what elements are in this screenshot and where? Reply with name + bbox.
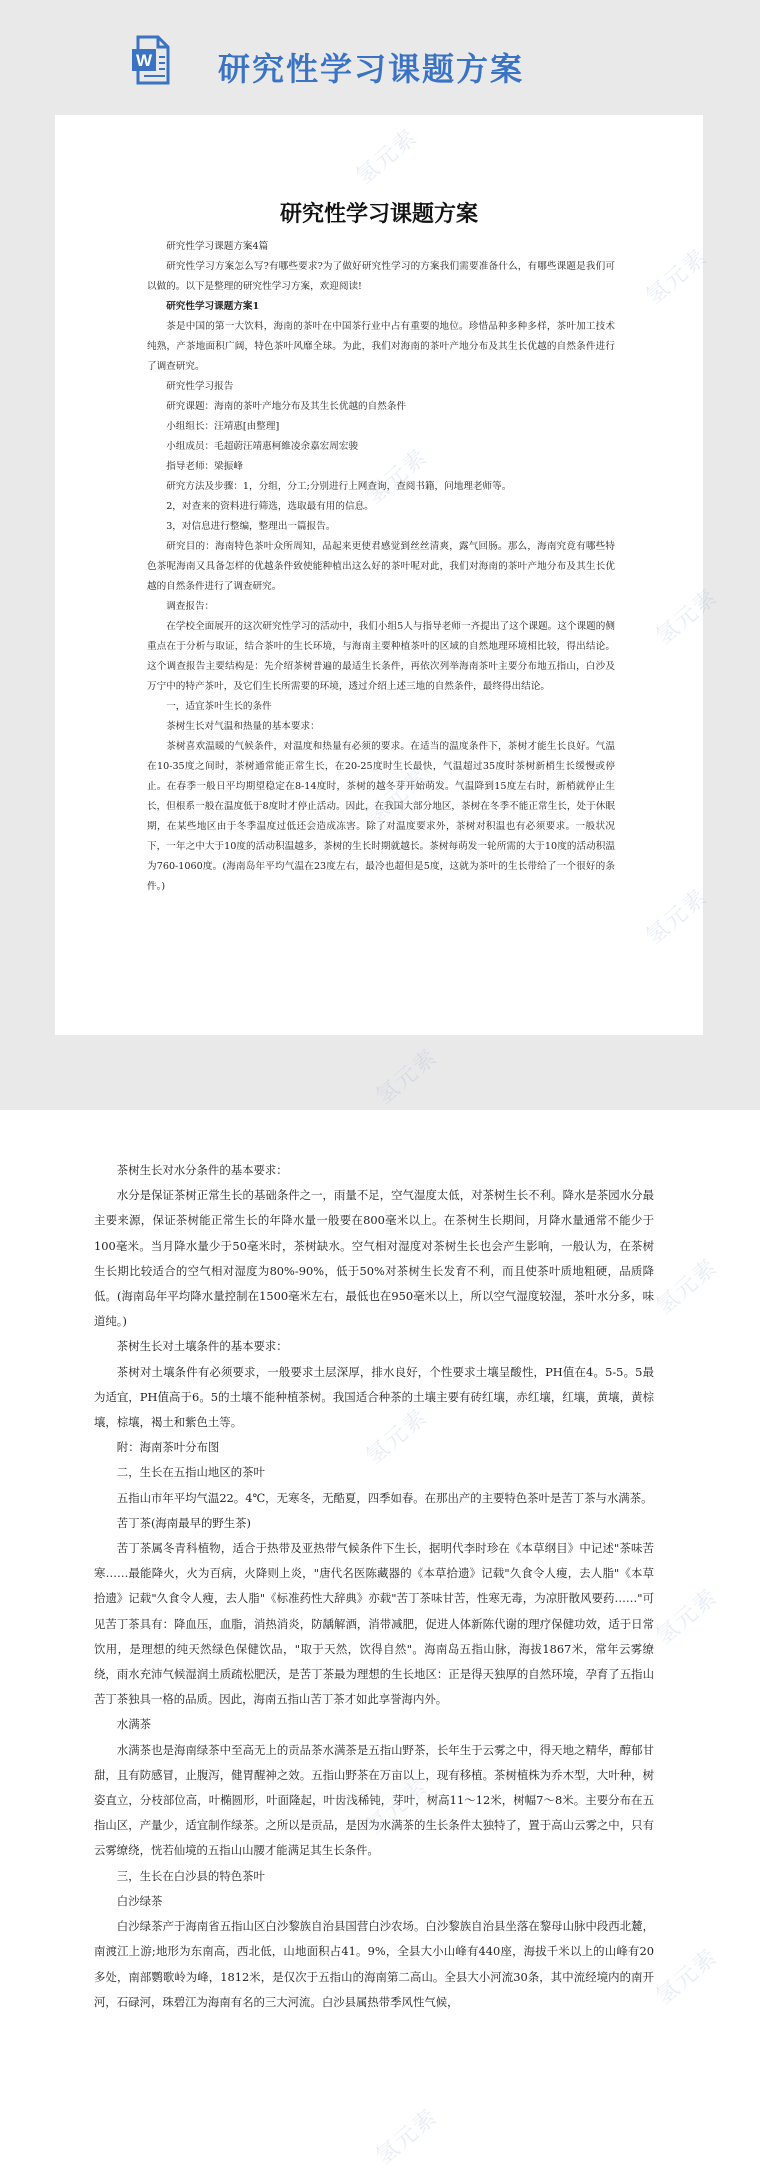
paragraph: 水满茶也是海南绿茶中至高无上的贡品茶水满茶是五指山野茶，长年生于云雾之中，得天地之精华，醇郁甘甜，且有防感冒，止腹泻，健胃醒神之效。五指山野茶在万亩以上，现有移植。茶树植株为乔木型，大叶种，树姿直立，分枝部位高，叶椭圆形，叶面隆起，叶齿浅稀钝，芽叶，树高11～12米，树幅7～8米。主要分布在五指山区，产量少，适宜制作绿茶。之所以是贡品，是因为水满茶的生长条件太独特了，置于高山云雾之中，只有云雾缭绕，恍若仙境的五指山山腰才能满足其生长条件。 — [94, 1742, 654, 1858]
paragraph: 苦丁茶属冬青科植物，适合于热带及亚热带气候条件下生长，据明代李时珍在《本草纲目》中记述"茶味苦寒……最能降火，火为百病，火降则上炎，"唐代名医陈藏器的《本草拾遗》记载"久食令人瘦，去人脂"《本草拾遗》记载"久食令人瘦，去人脂"《标准药性大辞典》亦载"苦丁茶味甘苦，性寒无毒，为凉肝散风要药……"可见苦丁茶具有：降血压，血脂，消热消炎，防龋解酒，消带减肥，促进人体新陈代谢的理疗保健功效，适于日常饮用，是理想的纯天然绿色保健饮品，"取于天然，饮得自然"。海南岛五指山脉，海拔1867米，常年云雾缭绕，雨水充沛气候湿润土质疏松肥沃，是苦丁茶最为理想的生长地区：正是得天独厚的自然环境，孕育了五指山苦丁茶独具一格的品质。因此，海南五指山苦丁茶才如此享誉海内外。 — [94, 1541, 654, 1707]
paragraph: 白沙绿茶 — [116, 1893, 163, 1908]
paragraph: 研究性学习课题方案1 — [166, 301, 260, 312]
paragraph: 水分是保证茶树正常生长的基础条件之一，雨量不足，空气湿度太低，对茶树生长不利。降水是茶园水分最主要来源，保证茶树能正常生长的年降水量一般要在800毫米以上。在茶树生长期间，月降水量通常不能少于100毫米。当月降水量少于50毫米时，茶树缺水。空气相对湿度对茶树生长也会产生影响，一般认为，在茶树生长期比较适合的空气相对湿度为80%-90%，低于50%对茶树生长发育不利，而且使茶叶质地粗硬，品质降低。(海南岛年平均降水量控制在1500毫米左右，最低也在950毫米以上，所以空气湿度较湿，茶叶水分多，味道纯。) — [94, 1188, 654, 1329]
paragraph: 指导老师：梁振峰 — [166, 461, 243, 472]
paragraph: 研究目的：海南特色茶叶众所周知，品起来更使君感觉到丝丝清爽，露气回肠。那么，海南究竟有哪些特色茶呢海南又具备怎样的优越条件致使能种植出这么好的茶叶呢对此，我们对海南的茶叶产地分布及其生长优越的自然条件进行了调查研究。 — [147, 541, 615, 592]
paragraph: 茶是中国的第一大饮料，海南的茶叶在中国茶行业中占有重要的地位。珍惜品种多种多样，茶叶加工技术纯熟，产茶地面积广阔，特色茶叶风靡全球。为此，我们对海南的茶叶产地分布及其生长优越的自然条件进行了调查研究。 — [147, 321, 615, 372]
paragraph: 白沙绿茶产于海南省五指山区白沙黎族自治县国营白沙农场。白沙黎族自治县坐落在黎母山脉中段西北麓，南渡江上游;地形为东南高，西北低，山地面积占41。9%，全县大小山峰有440座，海拔千米以上的山峰有20多处，南部鹦歌岭为峰，1812米，是仅次于五指山的海南第二高山。全县大小河流30条，其中流经境内的南开河，石碌河，珠碧江为海南有名的三大河流。白沙县属热带季风性气候， — [94, 1919, 654, 2009]
paragraph: 3，对信息进行整编，整理出一篇报告。 — [166, 521, 336, 532]
paragraph: 附：海南茶叶分布图 — [116, 1440, 220, 1455]
paragraph: 茶树喜欢温暖的气候条件，对温度和热量有必须的要求。在适当的温度条件下，茶树才能生长良好。气温在10-35度之间时，茶树通常能正常生长，在20-25度时生长最快，气温超过35度时茶树新梢生长缓慢或停止。在春季一般日平均期望稳定在8-14度时，茶树的越冬芽开始萌发。气温降到15度左右时，新梢就停止生长，但根系一般在温度低于8度时才停止活动。因此，在我国大部分地区，茶树在冬季不能正常生长，处于休眠期，在某些地区由于冬季温度过低还会造成冻害。除了对温度要求外，茶树对积温也有必须要求。一般状况下，一年之中大于10度的活动积温越多，茶树的生长时期就越长。茶树每萌发一轮所需的大于10度的活动积温为760-1060度。(海南岛年平均气温在23度左右，最冷也超但是5度，这就为茶叶的生长带给了一个很好的条件。) — [147, 741, 615, 892]
page-2-body — [94, 1158, 654, 2015]
paragraph: 水满茶 — [116, 1717, 151, 1732]
paragraph: 三，生长在白沙县的特色茶叶 — [116, 1868, 265, 1883]
word-document-icon — [132, 35, 170, 85]
paragraph: 在学校全面展开的这次研究性学习的活动中，我们小组5人与指导老师一齐提出了这个课题。这个课题的侧重点在于分析与取证，结合茶叶的生长环境，与海南主要种植茶叶的区域的自然地理环境相比较，得出结论。这个调查报告主要结构是：先介绍茶树普遍的最适生长条件，再依次列举海南茶叶主要分布地五指山，白沙及万宁中的特产茶叶，及它们生长所需要的环境，透过介绍上述三地的自然条件，最终得出结论。 — [147, 621, 615, 692]
document-title: 研究性学习课题方案 — [279, 201, 478, 227]
paragraph: 2，对查来的资料进行筛选，选取最有用的信息。 — [166, 501, 374, 512]
svg-text:W: W — [135, 51, 153, 70]
document-page-1 — [55, 115, 703, 1035]
paragraph: 茶树生长对气温和热量的基本要求： — [166, 721, 320, 732]
paragraph: 调查报告： — [166, 601, 215, 612]
paragraph: 研究性学习报告 — [166, 381, 234, 392]
paragraph: 茶树对土壤条件有必须要求，一般要求土层深厚，排水良好，个性要求土壤呈酸性，PH值在4。5-5。5最为适宜，PH值高于6。5的土壤不能种植茶树。我国适合种茶的土壤主要有砖红壤，赤红壤，红壤，黄壤，黄棕壤，棕壤，褐土和紫色土等。 — [94, 1364, 654, 1430]
paragraph: 小组组长：汪靖惠[由整理] — [166, 421, 280, 432]
paragraph: 研究课题：海南的茶叶产地分布及其生长优越的自然条件 — [166, 401, 407, 412]
paragraph: 茶树生长对水分条件的基本要求： — [116, 1163, 288, 1177]
header-banner — [0, 0, 760, 118]
paragraph: 二，生长在五指山地区的茶叶 — [116, 1465, 265, 1480]
banner-title: 研究性学习课题方案 — [218, 50, 525, 88]
paragraph: 茶树生长对土壤条件的基本要求： — [116, 1339, 288, 1354]
paragraph: 小组成员：毛超蔚汪靖惠柯維凌余嘉宏周宏骏 — [166, 441, 359, 452]
paragraph: 苦丁茶(海南最早的野生茶) — [116, 1515, 251, 1530]
document-page-2 — [55, 1110, 703, 2178]
paragraph: 五指山市年平均气温22。4℃，无寒冬，无酷夏，四季如春。在那出产的主要特色茶叶是苦丁茶与水满茶。 — [116, 1490, 653, 1505]
paragraph: 研究性学习课题方案4篇 — [166, 241, 269, 252]
paragraph: 研究性学习方案怎么写?有哪些要求?为了做好研究性学习的方案我们需要准备什么，有哪些课题是我们可以做的。以下是整理的研究性学习方案，欢迎阅读! — [147, 261, 615, 292]
page-1-body — [147, 237, 615, 897]
paragraph: 研究方法及步骤：1，分组，分工;分别进行上网查询，查阅书籍，问地理老师等。 — [166, 481, 512, 492]
paragraph: 一，适宜茶叶生长的条件 — [166, 701, 272, 712]
